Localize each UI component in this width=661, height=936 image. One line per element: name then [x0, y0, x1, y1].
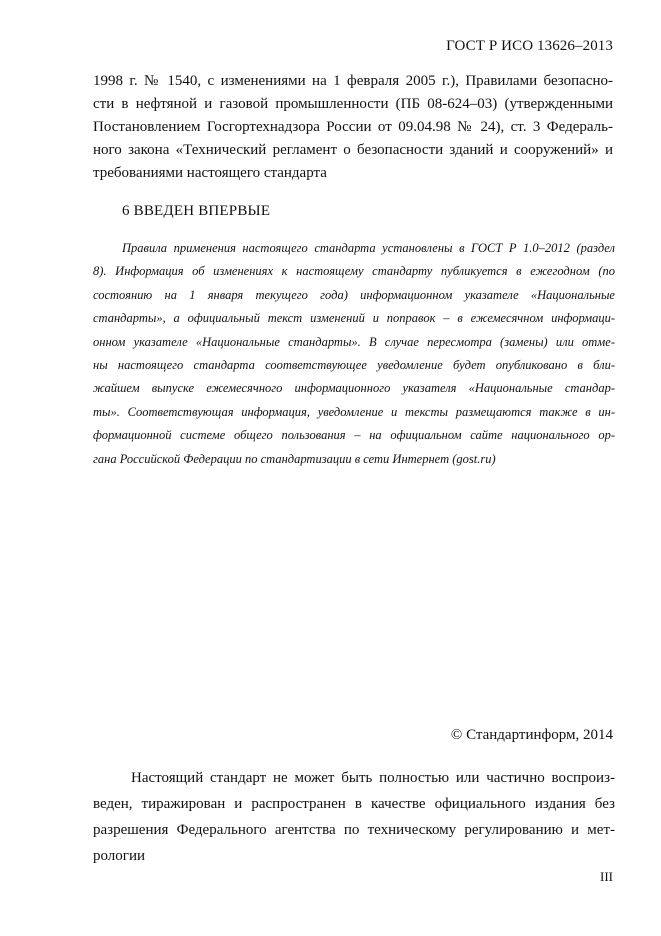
legal-line: Настоящий стандарт не может быть полностью или частично воспроиз- — [131, 770, 615, 786]
legal-line: веден, тиражирован и распространен в качестве официального издания без — [93, 796, 615, 812]
intro-line: 1998 г. № 1540, с изменениями на 1 февраля 2005 г.), Правилами безопасно- — [93, 73, 613, 89]
intro-line: ного закона «Технический регламент о безопасности зданий и сооружений» и — [93, 142, 613, 158]
legal-line: разрешения Федерального агентства по техническому регулированию и мет- — [93, 822, 615, 838]
reproduction-restriction-paragraph — [93, 765, 615, 869]
note-line: ты». Соответствующая информация, уведомление и тексты размещаются также в ин- — [93, 404, 615, 419]
standard-application-note — [93, 237, 615, 471]
note-line: Правила применения настоящего стандарта установлены в ГОСТ Р 1.0–2012 (раздел — [122, 241, 615, 255]
intro-line: требованиями настоящего стандарта — [93, 165, 327, 181]
copyright-notice: © Стандартинформ, 2014 — [450, 727, 613, 743]
note-line: 8). Информация об изменениях к настоящему стандарту публикуется в ежегодном (по — [93, 264, 615, 279]
note-line: формационной системе общего пользования – на официальном сайте национального ор- — [93, 428, 615, 443]
intro-paragraph — [93, 70, 613, 185]
legal-line: рологии — [93, 848, 145, 864]
intro-line: Постановлением Госгортехнадзора России от 09.04.98 № 24), ст. 3 Федераль- — [93, 119, 613, 135]
note-line: ны настоящего стандарта соответствующее уведомление будет опубликовано в бли- — [93, 358, 615, 373]
note-line: стандарты», а официальный текст изменений и поправок – в ежемесячном информаци- — [93, 311, 615, 326]
intro-line: сти в нефтяной и газовой промышленности (ПБ 08-624–03) (утвержденными — [93, 96, 613, 112]
note-line: гана Российской Федерации по стандартизации в сети Интернет (gost.ru) — [93, 451, 496, 466]
page-number: III — [600, 869, 613, 884]
document-code-header: ГОСТ Р ИСО 13626–2013 — [446, 38, 613, 54]
note-line: онном указателе «Национальные стандарты». В случае пересмотра (замены) или отме- — [93, 334, 615, 349]
section-title: 6 ВВЕДЕН ВПЕРВЫЕ — [122, 203, 271, 219]
note-line: жайшем выпуске ежемесячного информационного указателя «Национальные стандар- — [93, 381, 615, 396]
note-line: состоянию на 1 января текущего года) информационном указателе «Национальные — [93, 287, 615, 302]
